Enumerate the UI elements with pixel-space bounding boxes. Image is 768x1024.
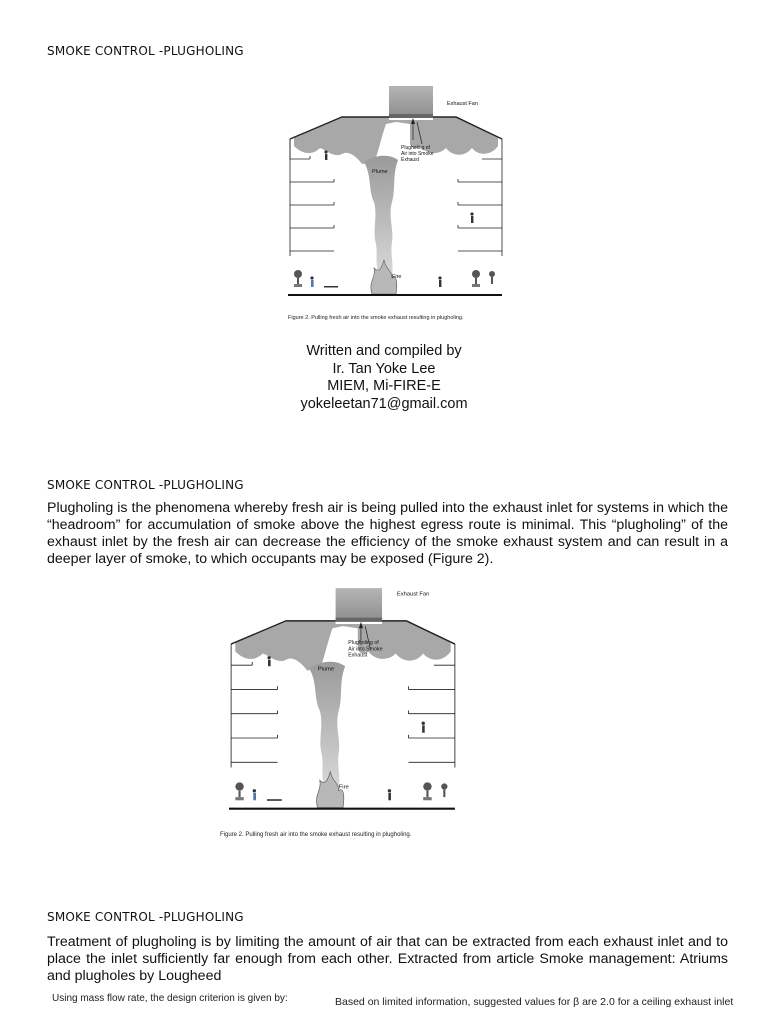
author-name: Ir. Tan Yoke Lee [332,360,436,377]
beta-values-note: Based on limited information, suggested values for β are 2.0 for a ceiling exhaust inlet [335,996,734,1008]
figure-caption-2: Figure 2. Pulling fresh air into the smoke exhaust resulting in plugholing. [220,832,412,838]
exhaust-fan-shape [336,588,382,620]
exhaust-fan-label: Exhaust Fan [396,591,430,598]
section-heading-2: SMOKE CONTROL -PLUGHOLING [47,478,244,492]
fire-label: Fire [392,274,402,280]
right-floors [408,644,454,768]
author-email: yokeleetan71@gmail.com [300,395,468,412]
exhaust-fan-shape [389,86,433,116]
author-credits [0,343,768,413]
fire-label: Fire [338,784,349,791]
credits-line-1: Written and compiled by [306,343,462,359]
plugholing-label-line1: Plugholing of [401,145,430,151]
plugholing-label-line2: Air into Smoke [401,151,434,157]
section-heading-3: SMOKE CONTROL -PLUGHOLING [47,910,244,924]
plugholing-treatment: Treatment of plugholing is by limiting the amount of air that can be extracted from each exhaust inlet and to place the inlet sufficiently far enough from each other. Extracted from article Smoke management: Atriums and plugholes by Lougheed [47,934,728,984]
section-heading-1: SMOKE CONTROL -PLUGHOLING [47,44,244,58]
exhaust-fan-label: Exhaust Fan [447,101,478,107]
figure-caption-1: Figure 2. Pulling fresh air into the smoke exhaust resulting in plugholing. [288,315,464,321]
plugholing-description: Plugholing is the phenomena whereby fresh air is being pulled into the exhaust inlet for systems in which the “headroom” for accumulation of smoke above the highest egress route is minimal. This “plugholing” of the exhaust inlet by the fresh air can decrease the efficiency of the smoke exhaust system and can result in a deeper layer of smoke, to which occupants may be exposed (Figure 2). [47,500,728,567]
smoke-plume [309,662,345,789]
plugholing-label-line3: Exhaust [348,652,368,659]
design-criterion-note: Using mass flow rate, the design criterion is given by: [52,993,288,1004]
author-qualifications: MIEM, Mi-FIRE-E [327,378,441,394]
plume-label: Plume [317,666,335,673]
plume-label: Plume [372,169,388,175]
plugholing-label-line2: Air into Smoke [348,646,383,653]
plugholing-label-line3: Exhaust [401,157,420,163]
plugholing-diagram-1 [286,84,506,300]
plugholing-label-line1: Plugholing of [348,640,379,647]
right-floors [458,139,502,256]
plugholing-diagram-2 [218,586,468,814]
